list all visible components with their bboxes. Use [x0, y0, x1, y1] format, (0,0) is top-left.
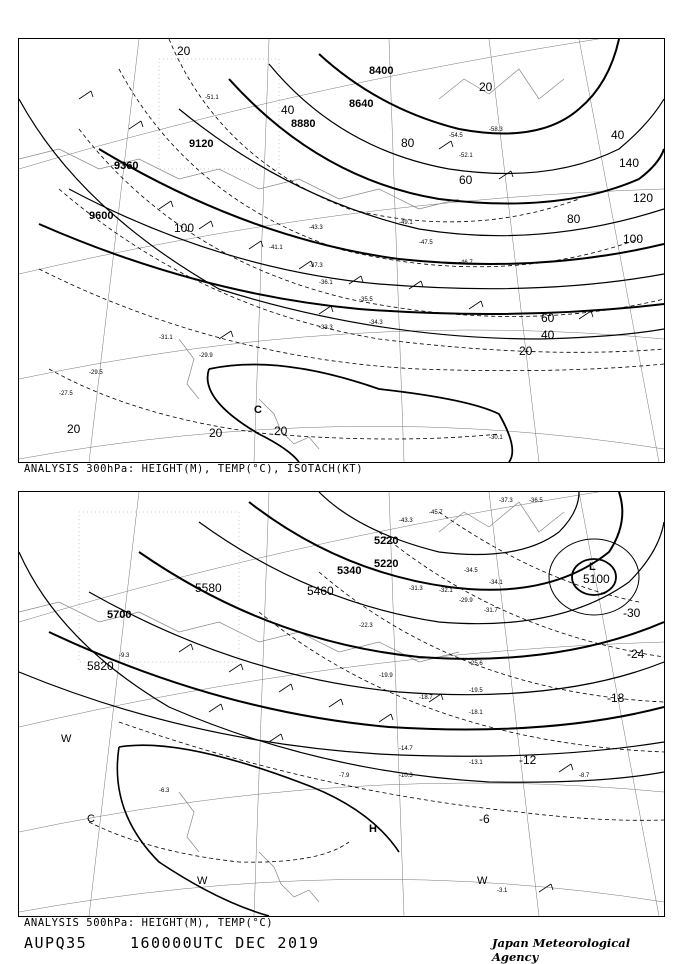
map-300hpa — [19, 39, 664, 462]
station-temp: -10.3 — [399, 773, 413, 779]
graticule — [19, 39, 664, 462]
cold-center-mark: C — [87, 813, 95, 825]
station-temp: -51.1 — [205, 95, 219, 101]
station-temp: -9.3 — [119, 653, 130, 659]
height-label: 5340 — [337, 565, 362, 577]
station-temp: -18.7 — [419, 695, 433, 701]
station-temp: -25.6 — [469, 661, 483, 667]
height-label: 8880 — [291, 118, 316, 130]
station-temp: -46.7 — [459, 260, 473, 266]
station-temp: -45.7 — [429, 510, 443, 516]
station-temp: -18.1 — [469, 710, 483, 716]
station-temp: -54.5 — [449, 133, 463, 139]
graticule — [19, 492, 664, 916]
isotach-label: 80 — [567, 212, 581, 226]
low-center-mark: L — [589, 561, 596, 573]
isotach-label: 80 — [401, 136, 415, 150]
isotach-label: 100 — [623, 232, 644, 246]
temp-label: -30 — [623, 606, 641, 620]
map-500hpa — [19, 492, 664, 916]
station-temp: -22.3 — [359, 623, 373, 629]
caption-300hpa: ANALYSIS 300hPa: HEIGHT(M), TEMP(°C), ISOTACH(KT) — [24, 463, 364, 475]
station-temp: -37.3 — [309, 263, 323, 269]
station-temp: -19.9 — [379, 673, 393, 679]
station-temp: -49.1 — [399, 220, 413, 226]
height-label: 5820 — [87, 659, 114, 673]
isotach-label: 20 — [209, 426, 223, 440]
station-temp: -13.1 — [469, 760, 483, 766]
station-temp: -37.3 — [499, 498, 513, 504]
isotach-label: 60 — [459, 173, 473, 187]
station-temp: -29.9 — [199, 353, 213, 359]
height-label: 8640 — [349, 98, 374, 110]
height-label: 9600 — [89, 210, 114, 222]
isotach-label: 40 — [611, 128, 625, 142]
temp-label: -6 — [479, 812, 490, 826]
height-label: 8400 — [369, 65, 394, 77]
height-label: 5460 — [307, 584, 334, 598]
warm-center-mark: W — [61, 733, 72, 745]
station-temp: -47.5 — [419, 240, 433, 246]
height-contours — [19, 492, 664, 782]
station-temp: -41.1 — [269, 245, 283, 251]
isotach-label: 20 — [519, 344, 533, 358]
valid-time: 160000UTC DEC 2019 — [130, 934, 320, 952]
station-temp: -33.3 — [319, 325, 333, 331]
station-temp: -58.3 — [489, 127, 503, 133]
height-label: 5700 — [107, 609, 132, 621]
station-temp: -19.5 — [469, 688, 483, 694]
station-temp: -29.9 — [459, 598, 473, 604]
isotherm-warm-loop — [117, 745, 399, 916]
station-temp: -31.3 — [409, 586, 423, 592]
height-contours — [19, 39, 664, 339]
height-label: 5220 — [374, 558, 399, 570]
station-temp: -8.7 — [579, 773, 590, 779]
isotach-label: 20 — [479, 80, 493, 94]
isotach-label: 100 — [174, 221, 195, 235]
station-temp: -35.5 — [359, 297, 373, 303]
chart-panel-300hpa — [18, 38, 665, 463]
station-temp: -27.5 — [59, 391, 73, 397]
warm-center-mark: W — [477, 875, 488, 887]
station-temp: -32.1 — [439, 588, 453, 594]
isotach-label: 40 — [541, 328, 555, 342]
height-label: 9120 — [189, 138, 214, 150]
station-temp: -52.1 — [459, 153, 473, 159]
station-temp: -36.5 — [529, 498, 543, 504]
station-temp: -34.5 — [464, 568, 478, 574]
product-id: AUPQ35 — [24, 934, 88, 952]
station-temp: -30.1 — [489, 435, 503, 441]
station-temp: -3.1 — [497, 888, 508, 894]
station-temp: -34.1 — [489, 580, 503, 586]
temp-label: -24 — [627, 647, 645, 661]
wind-barbs — [179, 644, 573, 892]
station-temp: -34.3 — [369, 320, 383, 326]
station-temp: -31.1 — [159, 335, 173, 341]
station-temp: -31.7 — [484, 608, 498, 614]
height-label: 5580 — [195, 581, 222, 595]
station-temp: -43.3 — [309, 225, 323, 231]
height-label: 5220 — [374, 535, 399, 547]
isotach-label: 20 — [274, 424, 288, 438]
isotach-label: 40 — [281, 103, 295, 117]
station-temp: -14.7 — [399, 746, 413, 752]
station-hatch — [159, 59, 279, 169]
isotach-label: 20 — [67, 422, 81, 436]
chart-panel-500hpa — [18, 491, 665, 917]
isotach-label: 20 — [177, 44, 191, 58]
station-temp: -36.1 — [319, 280, 333, 286]
cold-center-mark: C — [254, 404, 262, 416]
agency-credit: Japan Meteorological Agency — [492, 936, 631, 964]
height-label: 9360 — [114, 160, 139, 172]
warm-center-mark: W — [197, 875, 208, 887]
high-center-mark: H — [369, 823, 377, 835]
caption-500hpa: ANALYSIS 500hPa: HEIGHT(M), TEMP(°C) — [24, 917, 274, 929]
height-label: 5100 — [583, 572, 610, 586]
temp-label: -18 — [607, 691, 625, 705]
station-temp: -43.3 — [399, 518, 413, 524]
wind-barbs — [79, 91, 593, 339]
station-temp: -7.9 — [339, 773, 350, 779]
isotach-label: 140 — [619, 156, 640, 170]
station-temp: -6.3 — [159, 788, 170, 794]
isotach-label: 120 — [633, 191, 654, 205]
isotach-label: 60 — [541, 311, 555, 325]
station-temp: -29.5 — [89, 370, 103, 376]
temp-label: -12 — [519, 753, 537, 767]
